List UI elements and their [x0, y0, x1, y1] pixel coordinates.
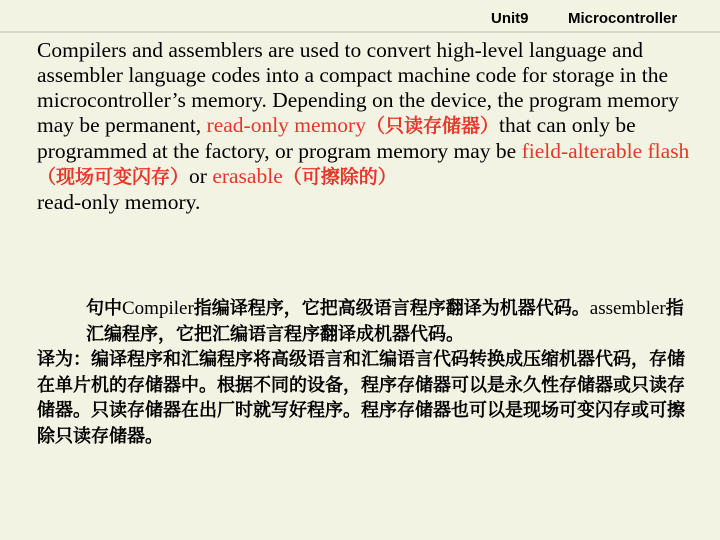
term-field-alterable-flash-cn: （现场可变闪存）	[37, 166, 190, 188]
english-paragraph	[37, 38, 707, 215]
translation-paragraph: 译为：编译程序和汇编程序将高级语言和汇编语言代码转换成压缩机器代码，存储在单片机的存储器中。根据不同的设备，程序存储器可以是永久性存储器或只读存储器。只读存储器在出厂时就写好程序。程序存储器也可以是现场可变闪存或可擦除只读存储器。	[37, 349, 685, 447]
term-read-only-memory: read-only memory	[206, 113, 366, 137]
english-text-2: that can only be programmed at the factory, or program memory may be	[37, 113, 636, 163]
explanation-text-3: 指汇编程序，它把汇编语言程序翻译成机器代码。	[86, 298, 684, 345]
explanation-text-1: 句中	[86, 298, 122, 319]
chinese-explanation	[37, 296, 697, 449]
slide-header	[0, 8, 720, 30]
explanation-paragraph	[37, 296, 697, 347]
term-erasable-cn: （可擦除的）	[282, 166, 397, 188]
header-divider	[0, 31, 720, 33]
english-text-1: Compilers and assemblers are used to convert high-level language and assembler language codes into a compact machine code for storage in the microcontroller’s memory. Depending on the device, the program memory may be permanent,	[37, 38, 679, 137]
english-text-3: or	[189, 164, 213, 188]
slide-title: Microcontroller	[568, 10, 678, 27]
explanation-text-2: 指编译程序，它把高级语言程序翻译为机器代码。	[193, 298, 590, 319]
explanation-term-assembler: assembler	[589, 298, 666, 319]
unit-label: Unit9	[491, 10, 529, 27]
english-text-4: read-only memory.	[37, 190, 201, 214]
term-erasable: erasable	[212, 164, 283, 188]
term-field-alterable-flash: field-alterable flash	[521, 139, 690, 163]
term-read-only-memory-cn: （只读存储器）	[365, 115, 499, 137]
explanation-term-compiler: Compiler	[122, 298, 194, 319]
